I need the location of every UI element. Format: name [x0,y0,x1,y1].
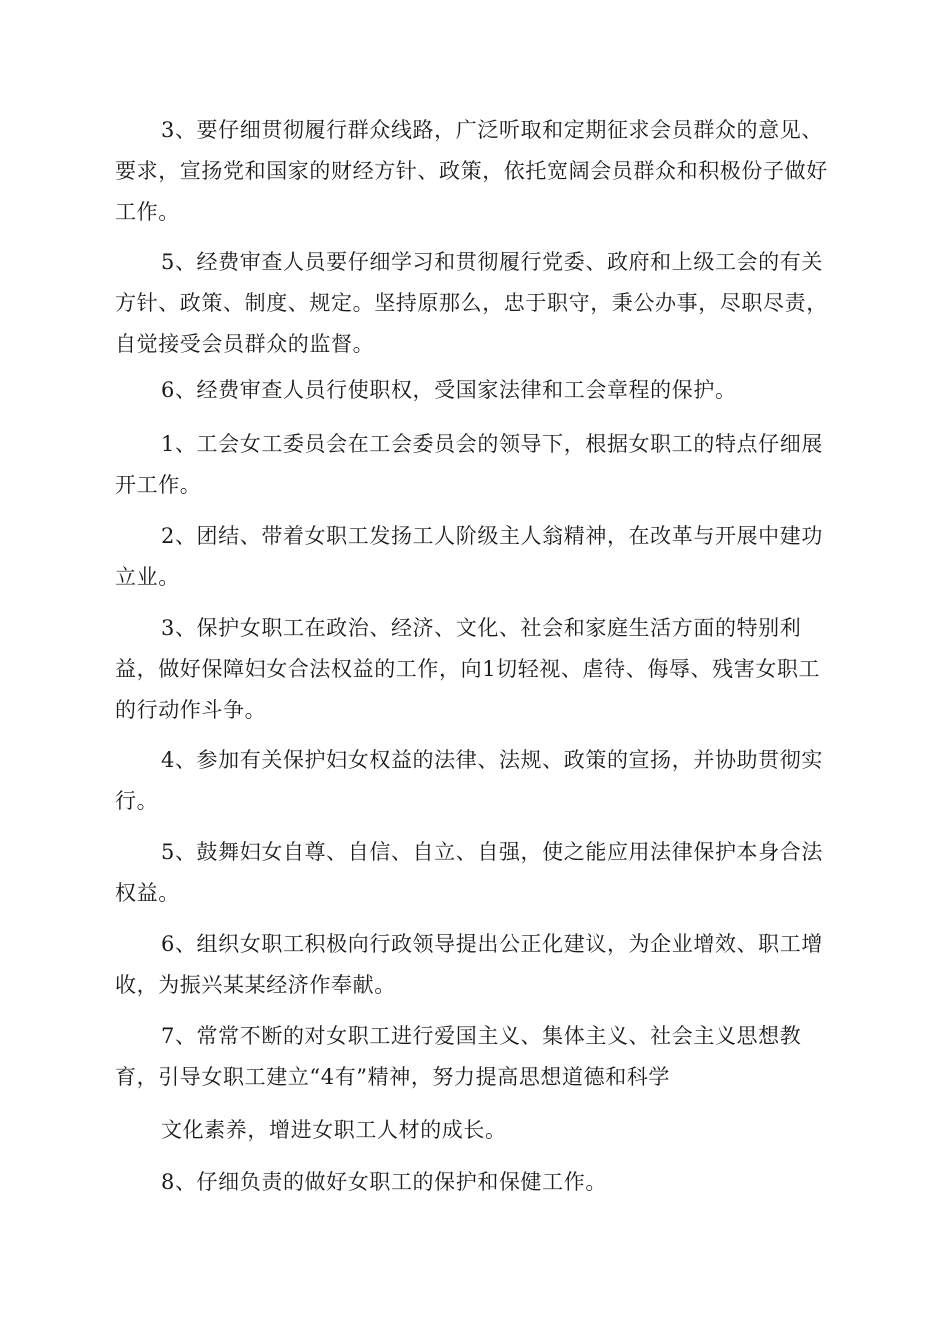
paragraph-6: 3、保护女职工在政治、经济、文化、社会和家庭生活方面的特别利益，做好保障妇女合法权益的工作，向1切轻视、虐待、侮辱、残害女职工的行动作斗争。 [115,616,821,722]
paragraph-3: 6、经费审查人员行使职权，受国家法律和工会章程的保护。 [161,378,737,402]
paragraph-2: 5、经费审查人员要仔细学习和贯彻履行党委、政府和上级工会的有关方针、政策、制度、规定。坚持原那么，忠于职守，秉公办事，尽职尽责，自觉接受会员群众的监督。 [115,250,828,356]
paragraph-5: 2、团结、带着女职工发扬工人阶级主人翁精神，在改革与开展中建功立业。 [115,524,823,589]
paragraph-1: 3、要仔细贯彻履行群众线路，广泛听取和定期征求会员群众的意见、要求，宣扬党和国家的财经方针、政策，依托宽阔会员群众和积极份子做好工作。 [115,118,828,224]
paragraph-4: 1、工会女工委员会在工会委员会的领导下，根据女职工的特点仔细展开工作。 [115,432,823,497]
paragraph-10: 7、常常不断的对女职工进行爱国主义、集体主义、社会主义思想教育，引导女职工建立“4有”精神，努力提高思想道德和科学 [115,1024,802,1089]
paragraph-11: 文化素养，增进女职工人材的成长。 [161,1118,507,1142]
paragraph-7: 4、参加有关保护妇女权益的法律、法规、政策的宣扬，并协助贯彻实行。 [115,748,823,813]
paragraph-9: 6、组织女职工积极向行政领导提出公正化建议，为企业增效、职工增收，为振兴某某经济作奉献。 [115,932,823,997]
paragraph-8: 5、鼓舞妇女自尊、自信、自立、自强，使之能应用法律保护本身合法权益。 [115,840,823,905]
paragraph-12: 8、仔细负责的做好女职工的保护和保健工作。 [161,1170,607,1194]
